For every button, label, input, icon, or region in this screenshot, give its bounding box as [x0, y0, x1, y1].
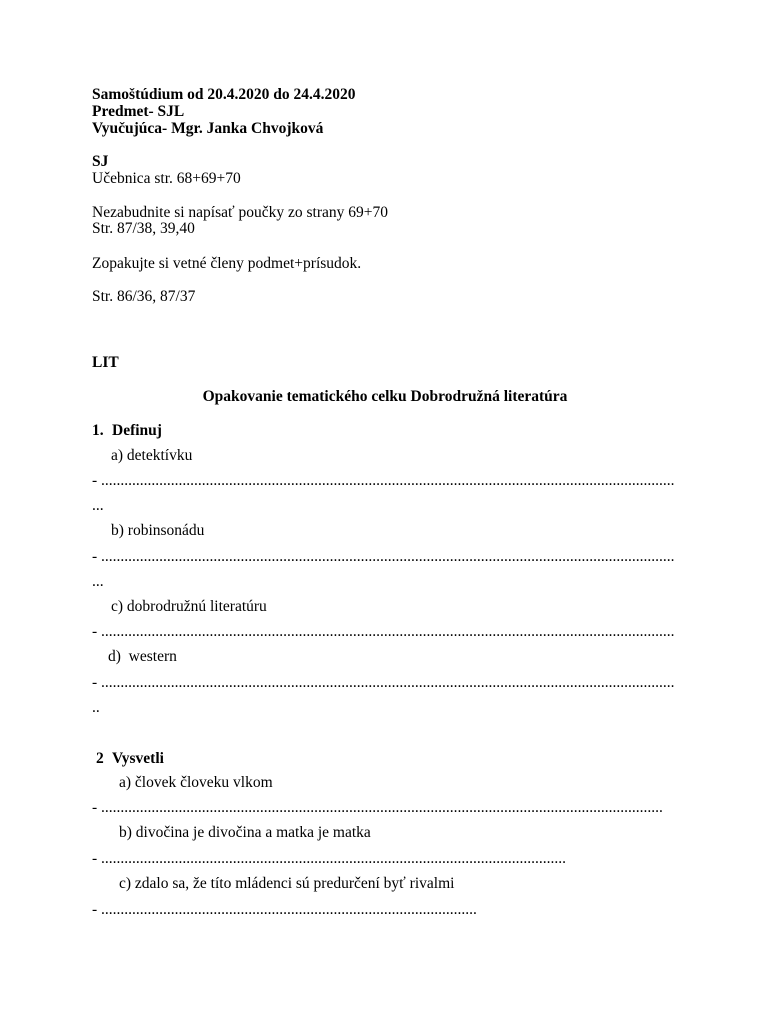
- task-1-item-b-answer-line: - ....................................................................................................................................................: [92, 548, 675, 565]
- task-1-item-b-label: b) robinsonádu: [111, 522, 205, 539]
- task-1-item-c-label: c) dobrodružnú literatúru: [111, 598, 267, 615]
- task-1-item-b-answer-continuation: ...: [92, 573, 104, 590]
- task-1-item-a-answer-line: - ....................................................................................................................................................: [92, 472, 675, 489]
- sj-reminder: Nezabudnite si napísať poučky zo strany 69+70: [92, 204, 389, 221]
- task-1-item-a-label: a) detektívku: [111, 447, 193, 464]
- teacher-line: Vyučujúca- Mgr. Janka Chvojková: [92, 120, 324, 137]
- lit-title: Opakovanie tematického celku Dobrodružná literatúra: [202, 388, 568, 405]
- task-2-item-a-label: a) človek človeku vlkom: [119, 774, 273, 791]
- task-2-label: Vysvetli: [112, 750, 164, 767]
- lit-heading: LIT: [92, 354, 119, 371]
- task-2-item-c-label: c) zdalo sa, že títo mládenci sú predurčení byť rivalmi: [119, 875, 455, 892]
- sj-exercises-2: Str. 86/36, 87/37: [92, 288, 196, 305]
- subject-line: Predmet- SJL: [92, 103, 185, 120]
- task-1-item-a-answer-continuation: ...: [92, 497, 104, 514]
- task-2-item-a-answer-line: - .................................................................................................................................................: [92, 799, 663, 816]
- sj-textbook: Učebnica str. 68+69+70: [92, 170, 241, 187]
- task-1-item-d-answer-continuation: ..: [92, 699, 100, 716]
- task-1-label: Definuj: [112, 422, 162, 439]
- task-2-item-b-answer-line: - ........................................................................................................................: [92, 850, 567, 867]
- task-1-item-d-answer-line: - ....................................................................................................................................................: [92, 674, 675, 691]
- task-1-item-d-label: d) western: [108, 648, 177, 665]
- task-2-item-c-answer-line: - .................................................................................................: [92, 901, 477, 918]
- task-1-item-c-answer-line: - ....................................................................................................................................................: [92, 623, 675, 640]
- task-2-item-b-label: b) divočina je divočina a matka je matka: [119, 824, 371, 841]
- task-2-number: 2: [96, 750, 104, 767]
- sj-review: Zopakujte si vetné členy podmet+prísudok.: [92, 255, 362, 272]
- self-study-period: Samoštúdium od 20.4.2020 do 24.4.2020: [92, 86, 356, 103]
- sj-exercises-1: Str. 87/38, 39,40: [92, 220, 195, 237]
- task-1-number: 1.: [92, 422, 104, 439]
- sj-heading: SJ: [92, 153, 109, 170]
